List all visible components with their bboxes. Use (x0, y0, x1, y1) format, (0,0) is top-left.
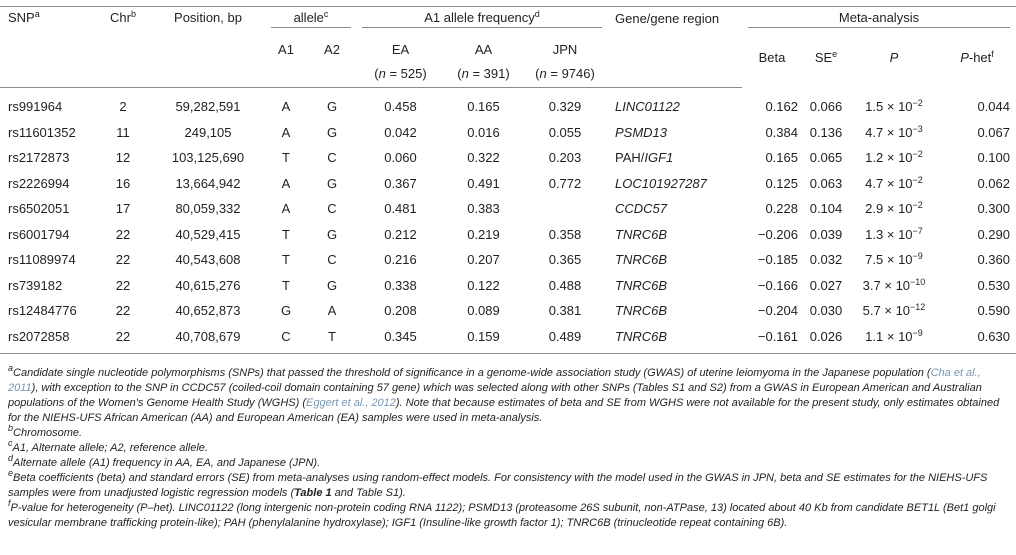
cell-chr: 22 (95, 324, 151, 354)
col-ea: EA (391, 42, 410, 57)
col-se: $SE^e$ (814, 49, 838, 65)
cell-snp: rs991964 (8, 99, 63, 115)
table-row (0, 273, 1016, 299)
cell-a1: A (281, 175, 291, 191)
cell-ea: 0.216 (384, 252, 417, 268)
cell-se: 0.026 (802, 324, 850, 354)
cell-snp: rs2226994 (8, 175, 70, 191)
col-gene: Gene/gene region (607, 7, 742, 65)
cell-a2: A (327, 303, 337, 319)
footnote-a: $^a$Candidate single nucleotide polymorphisms (SNPs) that passed the threshold of significance in a genome-wide association study (GWAS) of uterine leiomyoma in the Japanese population (Cha et al., 2011), with exception to the SNP in CCDC57 (coiled-coil domain containing 57 gene) which was selected along with other SNPs (Tables S1 and S2) from a GWAS in European American and Australian populations of the Women's Genome Health Study (WGHS) (Eggert et al., 2012). Note that because estimates of beta and SE from WGHS were not available for the present study, only estimates obtained for the NIEHS-UFS African American (AA) and European American (EA) samples were used in meta-analysis. (8, 363, 1000, 424)
cell-chr: 16 (115, 175, 131, 191)
cell-se: 0.066 (809, 99, 843, 114)
cell-se: 0.027 (809, 277, 843, 293)
cell-ea: 0.345 (357, 324, 444, 354)
table1-link[interactable]: Table 1 (294, 487, 332, 499)
footnote-d: $^d$Alternate allele (A1) frequency in AA, EA, and Japanese (JPN). (8, 453, 321, 469)
cell-jpn: 0.365 (548, 252, 582, 268)
cell-p: $2.9 \times 10^{-2}$ (865, 200, 923, 217)
cell-jpn: 0.381 (548, 303, 582, 319)
cell-snp: rs6502051 (8, 201, 70, 217)
cell-ea: 0.060 (384, 150, 417, 166)
cell-beta: −0.166 (757, 277, 798, 293)
header-row (0, 7, 1016, 37)
table-row (0, 88, 1016, 120)
cell-beta: −0.204 (757, 303, 798, 319)
col-phet: P-het$^f$ (960, 49, 994, 65)
footnote-e: $^e$Beta coefficients (beta) and standard errors (SE) from meta-analyses using random-effect models. For consistency with the model used in the GWAS in JPN, beta and SE estimates for the NIEHS-UFS samples were from unadjusted logistic regression models (Table 1 and Table S1). (8, 468, 988, 499)
cell-phet: 0.100 (977, 150, 1010, 166)
cell-ea: 0.481 (384, 201, 417, 217)
cell-jpn: 0.055 (548, 124, 582, 140)
cell-a1: T (282, 252, 290, 268)
footnote-f: $^f$P-value for heterogeneity (P–het). LINC01122 (long intergenic non-protein coding RNA 1122); PSMD13 (proteasome 26S subunit, non-ATPase, 13) located about 40 Kb from candidate BET1L (Bet1 golgi vesicular membrane trafficking protein-like); PAH (phenylalanine hydroxylase); IGF1 (Insuline-like growth factor 1); TNRC6B (trinucleotide repeat containing 6B). (8, 498, 996, 529)
cell-gene: TNRC6B (615, 277, 668, 293)
cell-a2: G (326, 226, 338, 242)
cell-gene: LOC101927287 (615, 175, 707, 191)
cell-beta: −0.161 (742, 324, 802, 354)
cell-p: $4.7 \times 10^{-2}$ (865, 174, 923, 191)
cell-se: 0.063 (809, 175, 843, 191)
cell-chr: 22 (115, 226, 131, 242)
col-meta: Meta-analysis (742, 7, 1016, 37)
col-a2: A2 (324, 42, 340, 57)
cell-jpn (523, 196, 607, 222)
cell-chr: 17 (115, 201, 131, 217)
cell-aa: 0.159 (444, 324, 523, 354)
cell-a1: T (282, 150, 290, 166)
table-row (0, 196, 1016, 222)
cell-position: 40,543,608 (175, 252, 241, 268)
table-body (0, 88, 1016, 354)
cell-beta: 0.165 (765, 150, 798, 166)
cell-p: $1.2 \times 10^{-2}$ (865, 149, 923, 166)
cell-a1: A (281, 99, 291, 115)
cell-ea: 0.338 (384, 277, 417, 293)
cell-phet: 0.044 (977, 99, 1010, 114)
cell-aa: 0.491 (467, 175, 500, 191)
cell-snp: rs2072858 (0, 324, 95, 354)
table-row (0, 145, 1016, 171)
cell-position: 103,125,690 (171, 150, 245, 166)
cell-phet: 0.530 (977, 277, 1010, 293)
cell-p: $1.3 \times 10^{-7}$ (865, 225, 923, 242)
cell-jpn: 0.329 (548, 99, 582, 115)
cell-a1: C (265, 324, 307, 354)
cell-se: 0.039 (809, 226, 843, 242)
col-a1: A1 (278, 42, 294, 57)
cell-aa: 0.219 (467, 226, 500, 242)
cell-a2: G (326, 175, 338, 191)
cell-snp: rs2172873 (8, 150, 70, 166)
cell-snp: rs6001794 (8, 226, 70, 242)
cell-phet: 0.290 (977, 226, 1010, 242)
table-row (0, 324, 1016, 354)
cell-se: 0.032 (809, 252, 843, 268)
cell-gene: PAH/IGF1 (615, 150, 674, 166)
cell-aa: 0.322 (467, 150, 500, 166)
cell-phet: 0.590 (977, 303, 1010, 319)
col-position: Position, bp (151, 7, 265, 37)
cell-se: 0.136 (809, 124, 843, 140)
footnote-c: $^c$A1, Alternate allele; A2, reference allele. (8, 438, 208, 454)
cell-gene: CCDC57 (615, 201, 668, 217)
cell-gene: TNRC6B (615, 252, 668, 268)
cell-gene: PSMD13 (615, 124, 668, 140)
cell-a1: G (280, 303, 292, 319)
cell-beta: 0.384 (765, 124, 798, 140)
cell-a1: T (282, 226, 290, 242)
cell-a2: G (326, 99, 338, 115)
cell-aa: 0.165 (467, 99, 500, 115)
cell-chr: 22 (115, 303, 131, 319)
jpn-n: (n = 9746) (523, 64, 607, 88)
cell-gene: LINC01122 (615, 99, 680, 115)
cell-p: $1.5 \times 10^{-2}$ (865, 98, 923, 114)
cell-position: 40,529,415 (175, 226, 241, 242)
cell-gene: TNRC6B (615, 303, 668, 319)
cell-beta: 0.125 (765, 175, 798, 191)
cell-jpn: 0.488 (548, 277, 582, 293)
cell-a1: A (281, 124, 291, 140)
cell-a2: G (326, 124, 338, 140)
cell-gene: TNRC6B (607, 324, 742, 354)
table-row (0, 247, 1016, 273)
cell-ea: 0.458 (384, 99, 417, 115)
table-row (0, 222, 1016, 248)
cell-a2: T (307, 324, 357, 354)
cell-aa: 0.122 (467, 277, 500, 293)
ref-eggert-link[interactable]: Eggert et al., 2012 (306, 397, 396, 409)
snp-table (0, 6, 1016, 354)
cell-p: $7.5 \times 10^{-9}$ (865, 251, 923, 268)
cell-se: 0.030 (809, 303, 843, 319)
cell-ea: 0.367 (384, 175, 417, 191)
cell-position: 249,105 (184, 124, 232, 140)
cell-a1: A (281, 201, 291, 217)
cell-snp: rs739182 (8, 277, 63, 293)
cell-position: 40,615,276 (175, 277, 241, 293)
cell-position: 80,059,332 (175, 201, 241, 217)
cell-jpn: 0.772 (548, 175, 582, 191)
cell-aa: 0.207 (467, 252, 500, 268)
cell-a2: C (327, 150, 337, 166)
cell-chr: 11 (116, 124, 130, 140)
cell-a2: G (326, 277, 338, 293)
cell-position: 13,664,942 (175, 175, 241, 191)
cell-beta: 0.228 (765, 201, 798, 217)
cell-beta: 0.162 (765, 99, 798, 114)
col-allele: allele$^c$ (265, 7, 357, 37)
cell-chr: 2 (119, 99, 127, 115)
col-freq: A1 allele frequency$^d$ (357, 7, 607, 37)
cell-ea: 0.212 (384, 226, 417, 242)
cell-p: $1.1 \times 10^{-9}$ (850, 324, 938, 354)
cell-position: 40,652,873 (175, 303, 241, 319)
cell-p: $5.7 \times 10^{-12}$ (862, 302, 926, 319)
col-beta: Beta (758, 50, 786, 65)
cell-phet: 0.067 (977, 124, 1010, 140)
cell-se: 0.065 (809, 150, 843, 166)
cell-phet: 0.062 (977, 175, 1010, 191)
cell-p: $4.7 \times 10^{-3}$ (865, 123, 923, 140)
cell-a2: C (327, 252, 337, 268)
aa-n: (n = 391) (444, 64, 523, 88)
header-row-2 (0, 36, 1016, 64)
cell-phet: 0.300 (977, 201, 1010, 217)
cell-jpn: 0.358 (548, 226, 582, 242)
col-p: P (889, 50, 899, 65)
cell-chr: 12 (115, 150, 131, 166)
cell-a2: C (327, 201, 337, 217)
cell-beta: −0.206 (757, 226, 798, 242)
cell-snp: rs11601352 (8, 124, 76, 140)
cell-a1: T (282, 277, 290, 293)
cell-chr: 22 (115, 252, 131, 268)
table-footnotes (8, 363, 1010, 531)
cell-phet: 0.630 (938, 324, 1016, 354)
col-aa: AA (474, 42, 493, 57)
cell-p: $3.7 \times 10^{-10}$ (862, 276, 926, 293)
cell-snp: rs12484776 (8, 303, 77, 319)
cell-snp: rs11089974 (8, 252, 76, 268)
cell-aa: 0.089 (467, 303, 500, 319)
table-row (0, 120, 1016, 146)
table-row (0, 298, 1016, 324)
col-snp: SNP$^a$ (0, 7, 95, 37)
cell-aa: 0.016 (467, 124, 500, 140)
ea-n: (n = 525) (357, 64, 444, 88)
cell-jpn: 0.489 (523, 324, 607, 354)
cell-jpn: 0.203 (548, 150, 582, 166)
cell-chr: 22 (115, 277, 131, 293)
cell-gene: TNRC6B (615, 226, 668, 242)
cell-ea: 0.208 (384, 303, 417, 319)
cell-position: 40,708,679 (151, 324, 265, 354)
cell-aa: 0.383 (467, 201, 500, 217)
col-chr: Chr$^b$ (95, 7, 151, 37)
cell-beta: −0.185 (757, 252, 798, 268)
footnote-b: $^b$Chromosome. (8, 423, 83, 439)
cell-position: 59,282,591 (175, 99, 241, 115)
cell-se: 0.104 (809, 201, 843, 217)
cell-phet: 0.360 (977, 252, 1010, 268)
table-row (0, 171, 1016, 197)
ref-cha-link[interactable]: Cha et al., 2011 (8, 367, 981, 394)
col-jpn: JPN (552, 42, 578, 57)
cell-ea: 0.042 (384, 124, 417, 140)
